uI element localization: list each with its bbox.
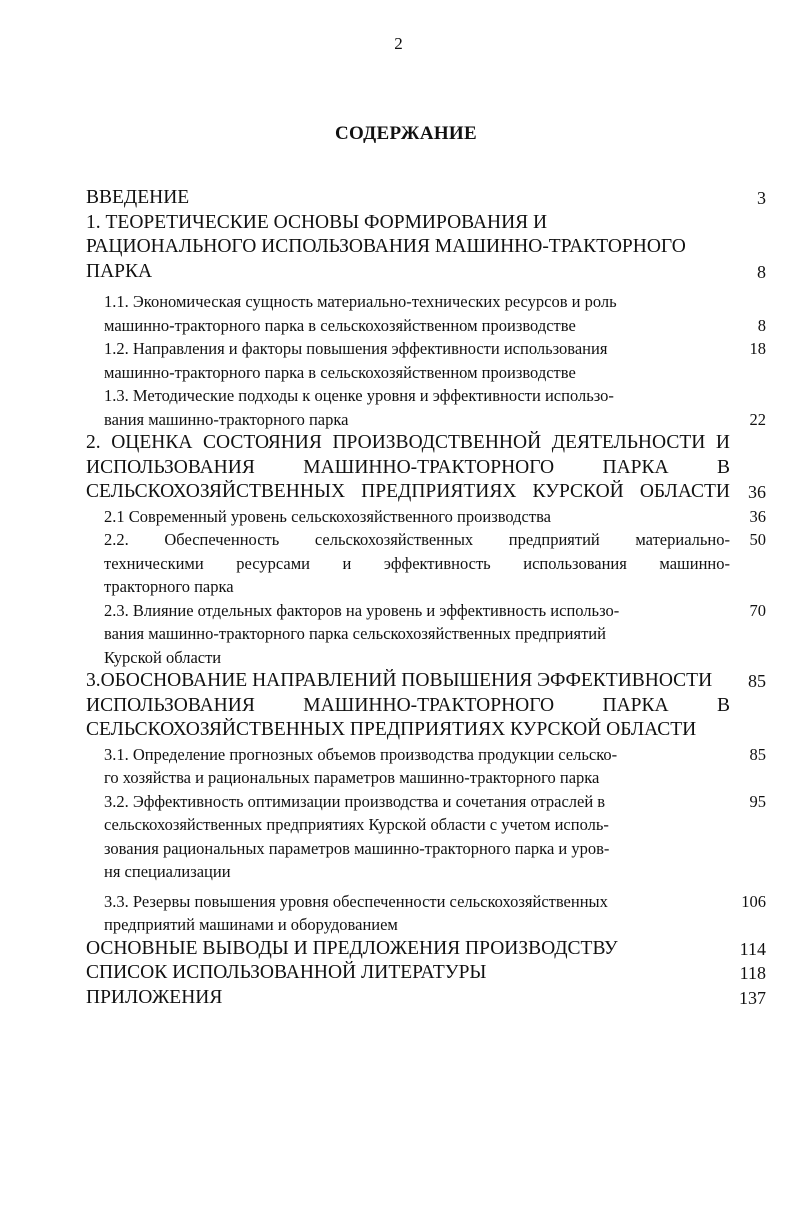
toc-page-number: 22 xyxy=(749,409,766,429)
page-title: СОДЕРЖАНИЕ xyxy=(335,123,477,144)
toc-line: 2.2. Обеспеченность сельскохозяйственных предприятий материально- xyxy=(104,530,730,549)
toc-entry-text xyxy=(86,337,730,384)
toc-line: 1.1. Экономическая сущность материально-технических ресурсов и роль xyxy=(104,292,617,311)
toc-chapter-1 xyxy=(86,211,766,285)
toc-line: зования рациональных параметров машинно-тракторного парка и уров- xyxy=(104,838,610,858)
toc-line: Курской области xyxy=(104,647,222,667)
toc-section-1-3 xyxy=(86,384,766,431)
toc-line: 3.ОБОСНОВАНИЕ НАПРАВЛЕНИЙ ПОВЫШЕНИЯ ЭФФЕКТИВНОСТИ xyxy=(86,670,713,691)
toc-page-number: 137 xyxy=(739,987,766,1008)
toc-line: 3.2. Эффективность оптимизации производства и сочетания отраслей в xyxy=(104,791,606,811)
toc-page-number: 8 xyxy=(757,261,766,282)
toc-entry-text: ОСНОВНЫЕ ВЫВОДЫ И ПРЕДЛОЖЕНИЯ ПРОИЗВОДСТВУ xyxy=(86,937,618,959)
toc-section-2-1 xyxy=(86,505,766,529)
toc-line: предприятий машинами и оборудованием xyxy=(104,915,398,934)
toc-line: 2. ОЦЕНКА СОСТОЯНИЯ ПРОИЗВОДСТВЕННОЙ ДЕЯТЕЛЬНОСТИ И xyxy=(86,432,730,453)
toc-section-1-1 xyxy=(86,290,766,337)
toc-page-number: 50 xyxy=(749,530,766,549)
toc-section-3-1 xyxy=(86,743,766,790)
toc-line: го хозяйства и рациональных параметров машинно-тракторного парка xyxy=(104,768,600,787)
toc-entry-text xyxy=(86,384,730,431)
toc-entry-text: СПИСОК ИСПОЛЬЗОВАННОЙ ЛИТЕРАТУРЫ xyxy=(86,962,487,983)
toc-line: ня специализации xyxy=(104,862,231,881)
toc-line: СЕЛЬСКОХОЗЯЙСТВЕННЫХ ПРЕДПРИЯТИЯХ КУРСКОЙ ОБЛАСТИ xyxy=(86,481,730,502)
toc-entry-text xyxy=(86,790,730,884)
toc-page-number: 3 xyxy=(757,188,766,208)
table-of-contents xyxy=(86,186,766,1010)
toc-page-number: 106 xyxy=(741,891,766,911)
toc-line: 3.1. Определение прогнозных объемов производства продукции сельско- xyxy=(104,744,618,764)
toc-line: СЕЛЬСКОХОЗЯЙСТВЕННЫХ ПРЕДПРИЯТИЯХ КУРСКОЙ ОБЛАСТИ xyxy=(86,719,697,740)
toc-line: 3.3. Резервы повышения уровня обеспеченности сельскохозяйственных xyxy=(104,891,608,911)
toc-page-number: 18 xyxy=(749,339,766,358)
toc-line: машинно-тракторного парка в сельскохозяйственном производстве xyxy=(104,315,576,335)
toc-line: ПАРКА xyxy=(86,260,153,282)
toc-section-2-2 xyxy=(86,528,766,599)
toc-line: 1.2. Направления и факторы повышения эффективности использования xyxy=(104,339,608,358)
toc-entry-intro xyxy=(86,186,766,211)
toc-page-number: 85 xyxy=(748,671,766,691)
toc-entry-text xyxy=(86,743,730,790)
toc-page-number: 36 xyxy=(748,482,766,502)
toc-line: машинно-тракторного парка в сельскохозяйственном производстве xyxy=(104,362,576,382)
toc-entry-text xyxy=(86,431,730,505)
toc-entry-text xyxy=(86,890,730,937)
toc-entry-text xyxy=(86,290,730,337)
toc-entry-bibliography xyxy=(86,961,766,986)
toc-line: вания машинно-тракторного парка сельскохозяйственных предприятий xyxy=(104,624,606,643)
toc-chapter-2 xyxy=(86,431,766,505)
toc-line: 1.3. Методические подходы к оценке уровня и эффективности использо- xyxy=(104,386,614,405)
toc-entry-text: ПРИЛОЖЕНИЯ xyxy=(86,986,223,1008)
toc-page-number: 85 xyxy=(749,744,766,764)
toc-entry-text xyxy=(86,599,730,670)
toc-entry-text xyxy=(86,211,730,285)
toc-line: 2.3. Влияние отдельных факторов на уровень и эффективность использо- xyxy=(104,600,620,620)
toc-page-number: 36 xyxy=(749,506,766,526)
toc-chapter-3 xyxy=(86,669,766,743)
toc-line: сельскохозяйственных предприятиях Курской области с учетом исполь- xyxy=(104,815,609,834)
toc-page-number: 70 xyxy=(749,600,766,620)
toc-line: РАЦИОНАЛЬНОГО ИСПОЛЬЗОВАНИЯ МАШИННО-ТРАКТОРНОГО xyxy=(86,236,686,257)
toc-line: вания машинно-тракторного парка xyxy=(104,409,349,429)
toc-entry-text xyxy=(86,669,730,743)
page-number: 2 xyxy=(394,34,403,53)
toc-section-3-2 xyxy=(86,790,766,884)
toc-entry-conclusions xyxy=(86,937,766,962)
toc-section-2-3 xyxy=(86,599,766,670)
toc-section-3-3 xyxy=(86,890,766,937)
toc-line: ИСПОЛЬЗОВАНИЯ МАШИННО-ТРАКТОРНОГО ПАРКА В xyxy=(86,456,730,478)
toc-page-number: 8 xyxy=(757,315,766,335)
toc-section-1-2 xyxy=(86,337,766,384)
toc-line: 1. ТЕОРЕТИЧЕСКИЕ ОСНОВЫ ФОРМИРОВАНИЯ И xyxy=(86,211,548,233)
toc-page-number: 114 xyxy=(739,938,766,959)
toc-line: ИСПОЛЬЗОВАНИЯ МАШИННО-ТРАКТОРНОГО ПАРКА В xyxy=(86,694,730,716)
toc-page-number: 95 xyxy=(749,791,766,811)
toc-entry-appendix xyxy=(86,986,766,1011)
toc-line: техническими ресурсами и эффективность использования машинно- xyxy=(104,553,730,573)
toc-entry-text: ВВЕДЕНИЕ xyxy=(86,187,190,208)
toc-entry-text xyxy=(86,528,730,599)
toc-page-number: 118 xyxy=(739,963,766,983)
toc-line: тракторного парка xyxy=(104,577,234,596)
toc-entry-text: 2.1 Современный уровень сельскохозяйственного производства xyxy=(104,506,551,526)
